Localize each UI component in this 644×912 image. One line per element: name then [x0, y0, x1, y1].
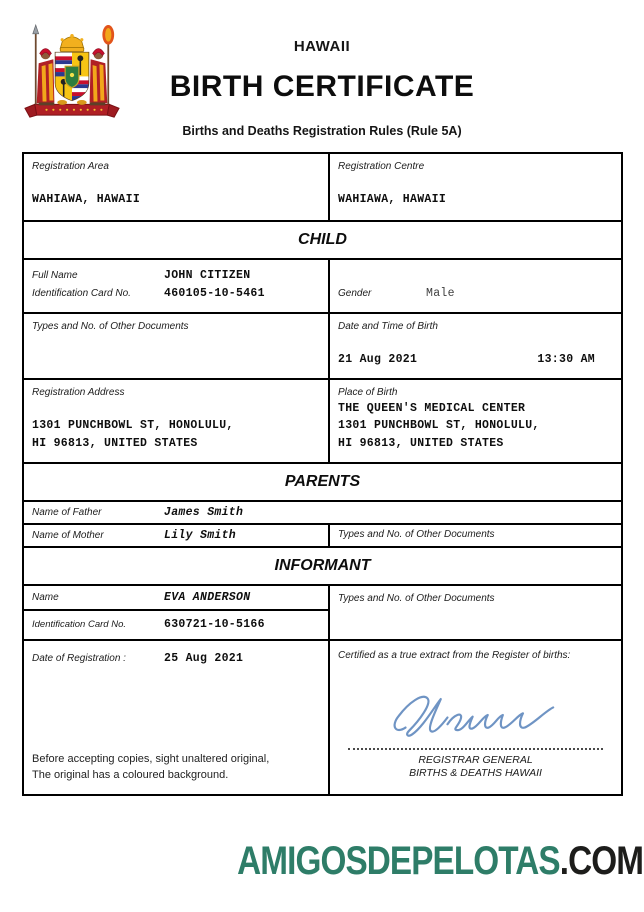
watermark-tld: .COM: [559, 838, 643, 883]
registrar-title-line1: REGISTRAR GENERAL: [418, 753, 533, 766]
place-of-birth-line3: HI 96813, UNITED STATES: [338, 437, 504, 451]
child-section-title: CHILD: [298, 231, 347, 248]
registration-area-cell: [24, 154, 328, 220]
registration-address-cell: [24, 380, 328, 463]
gender-label: Gender: [338, 288, 372, 300]
place-of-birth-cell: [328, 380, 621, 463]
registrar-signature: [381, 689, 571, 741]
place-of-birth-label: Place of Birth: [338, 387, 398, 398]
parents-section-row: [24, 462, 621, 500]
birth-datetime-label: Date and Time of Birth: [338, 321, 438, 332]
site-watermark: [237, 838, 643, 883]
child-docs-birth-row: [24, 312, 621, 378]
region-title: HAWAII: [293, 38, 351, 55]
registration-row: [24, 154, 621, 220]
certification-row: [24, 639, 621, 794]
certified-extract-label: Certified as a true extract from the Register of births:: [338, 650, 571, 661]
registration-date-value: 25 Aug 2021: [164, 652, 244, 665]
father-label: Name of Father: [32, 506, 102, 518]
registration-area-value: WAHIAWA, HAWAII: [32, 193, 141, 207]
registration-centre-label: Registration Centre: [338, 161, 425, 172]
certificate-table: [22, 152, 623, 796]
copy-notice-line1: Before accepting copies, sight unaltered original,: [32, 753, 270, 766]
copy-notice-line2: The original has a coloured background.: [32, 769, 229, 782]
gender-value: Male: [426, 287, 455, 301]
informant-id-value: 630721-10-5166: [164, 618, 265, 632]
registration-centre-value: WAHIAWA, HAWAII: [338, 193, 447, 207]
child-other-docs-cell: [24, 314, 328, 378]
registrar-title-line2: BIRTHS & DEATHS HAWAII: [409, 767, 542, 780]
child-name-cell: [24, 260, 328, 312]
mother-row: [24, 523, 621, 546]
full-name-value: JOHN CITIZEN: [164, 269, 251, 282]
address-birthplace-row: [24, 378, 621, 462]
registration-area-label: Registration Area: [32, 161, 109, 172]
mother-cell: [24, 525, 328, 546]
document-title: BIRTH CERTIFICATE: [169, 70, 475, 103]
document-subtitle: Births and Deaths Registration Rules (Rule 5A): [182, 124, 462, 138]
father-name-value: James Smith: [164, 505, 244, 519]
full-name-label: Full Name: [32, 270, 78, 281]
mother-label: Name of Mother: [32, 529, 104, 541]
informant-id-label: Identification Card No.: [32, 619, 126, 631]
father-row: [24, 500, 621, 523]
parents-other-docs-cell: [328, 525, 621, 546]
child-id-value: 460105-10-5461: [164, 287, 265, 301]
child-section-row: [24, 220, 621, 258]
parents-section-title: PARENTS: [284, 473, 361, 490]
certified-extract-cell: [328, 641, 621, 794]
informant-section-title: INFORMANT: [274, 557, 371, 574]
birth-time-value: 13:30 AM: [537, 353, 595, 367]
place-of-birth-line2: 1301 PUNCHBOWL ST, HONOLULU,: [338, 419, 540, 433]
informant-name-label: Name: [32, 591, 59, 603]
copy-notice: [32, 752, 269, 784]
gender-cell: [328, 260, 621, 312]
father-cell: [24, 502, 621, 523]
child-id-label: Identification Card No.: [32, 288, 131, 300]
registration-centre-cell: [328, 154, 621, 220]
informant-details-row: [24, 584, 621, 639]
registration-date-cell: [24, 641, 328, 794]
signature-dotted-line: [348, 748, 603, 750]
registration-date-label: Date of Registration :: [32, 653, 126, 664]
birth-datetime-cell: [328, 314, 621, 378]
informant-name-value: EVA ANDERSON: [164, 590, 251, 604]
child-other-docs-label: Types and No. of Other Documents: [32, 321, 189, 332]
informant-section-row: [24, 546, 621, 584]
parents-other-docs-label: Types and No. of Other Documents: [338, 529, 495, 541]
informant-other-docs-label: Types and No. of Other Documents: [338, 593, 495, 604]
registration-address-line2: HI 96813, UNITED STATES: [32, 437, 198, 451]
mother-name-value: Lily Smith: [164, 528, 237, 542]
informant-other-docs-cell: [328, 586, 621, 639]
registration-address-label: Registration Address: [32, 387, 125, 398]
birth-date-value: 21 Aug 2021: [338, 353, 418, 367]
informant-left-cell: [24, 586, 328, 639]
child-name-row: [24, 258, 621, 312]
registration-address-line1: 1301 PUNCHBOWL ST, HONOLULU,: [32, 419, 234, 433]
signature-icon: [381, 689, 571, 741]
place-of-birth-line1: THE QUEEN'S MEDICAL CENTER: [338, 401, 526, 415]
watermark-name: AMIGOSDEPELOTAS: [237, 838, 560, 883]
